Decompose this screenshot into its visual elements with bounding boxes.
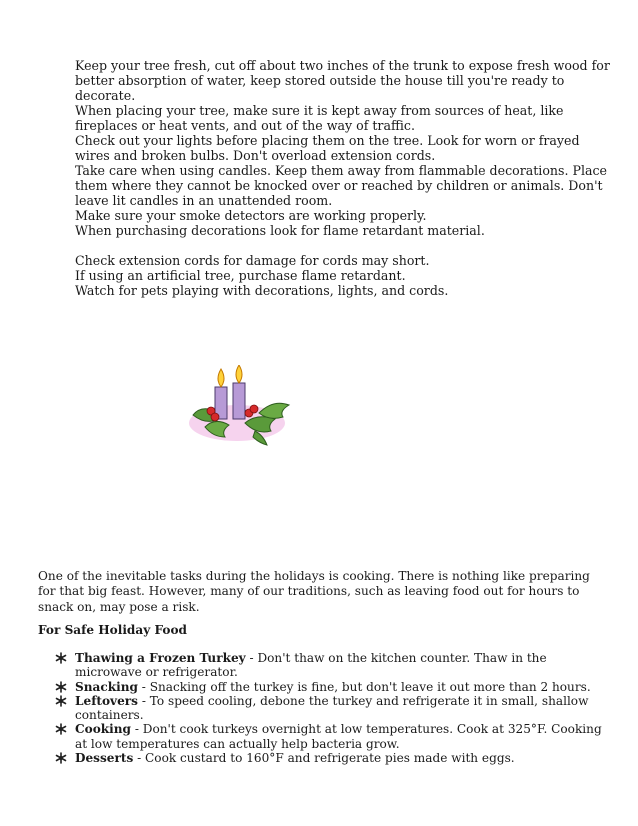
list-item xyxy=(55,58,615,103)
tip-text: Check extension cords for damage for cords may short. xyxy=(75,253,430,268)
food-tip-term: Leftovers xyxy=(75,693,138,708)
list-item xyxy=(55,722,610,751)
food-tip-text: - Snacking off the turkey is fine, but don't leave it out more than 2 hours. xyxy=(137,679,591,694)
safe-food-tips-list xyxy=(55,651,610,765)
list-item xyxy=(55,163,615,208)
snowflake-bullet-icon xyxy=(55,652,67,664)
tip-text: When placing your tree, make sure it is kept away from sources of heat, like fireplaces or heat vents, and out of the way of traffic. xyxy=(75,103,564,133)
holiday-safety-tips-list xyxy=(55,58,615,298)
food-tip-term: Cooking xyxy=(75,722,131,737)
tip-text: If using an artificial tree, purchase flame retardant. xyxy=(75,268,406,283)
list-item xyxy=(55,268,615,283)
list-item xyxy=(55,680,610,694)
tip-text: When purchasing decorations look for flame retardant material. xyxy=(75,223,485,238)
food-tip-term: Desserts xyxy=(75,751,134,766)
section-heading: For Safe Holiday Food xyxy=(38,623,187,637)
list-item xyxy=(55,253,615,268)
snowflake-bullet-icon xyxy=(55,752,67,764)
food-tip-text: - To speed cooling, debone the turkey and refrigerate it in small, shallow containers. xyxy=(75,693,589,723)
snowflake-bullet-icon xyxy=(55,723,67,735)
snowflake-bullet-icon xyxy=(55,695,67,707)
food-tip-text: - Don't cook turkeys overnight at low temperatures. Cook at 325°F. Cooking at low temperatures can actually help bacteria grow. xyxy=(75,722,602,751)
list-item xyxy=(55,751,610,765)
intro-paragraph: One of the inevitable tasks during the holidays is cooking. There is nothing like preparing for that big feast. However, many of our traditions, such as leaving food out for hours to snack on, may pose a risk. xyxy=(38,569,590,614)
list-item xyxy=(55,283,615,298)
food-tip-text: - Cook custard to 160°F and refrigerate pies made with eggs. xyxy=(133,751,515,766)
list-item xyxy=(55,133,615,163)
tip-text: Check out your lights before placing them on the tree. Look for worn or frayed wires and broken bulbs. Don't overload extension cords. xyxy=(75,133,580,163)
food-tip-text: - Don't thaw on the kitchen counter. Thaw in the microwave or refrigerator. xyxy=(75,651,547,680)
tip-text: Keep your tree fresh, cut off about two inches of the trunk to expose fresh wood for better absorption of water, keep stored outside the house till you're ready to decorate. xyxy=(75,58,610,103)
tip-text: Watch for pets playing with decorations, lights, and cords. xyxy=(75,283,449,298)
list-item xyxy=(55,694,610,723)
tip-text: Make sure your smoke detectors are working properly. xyxy=(75,208,427,223)
holly-candles-icon xyxy=(185,365,295,450)
food-tip-term: Snacking xyxy=(75,679,138,694)
list-item xyxy=(55,103,615,133)
snowflake-bullet-icon xyxy=(55,681,67,693)
food-tip-term: Thawing a Frozen Turkey xyxy=(75,651,246,665)
list-item xyxy=(55,223,615,238)
list-item xyxy=(55,208,615,223)
tip-text: Take care when using candles. Keep them away from flammable decorations. Place them where they cannot be knocked over or reached by children or animals. Don't leave lit candles in an unattended room. xyxy=(75,163,607,208)
list-item xyxy=(55,651,610,680)
